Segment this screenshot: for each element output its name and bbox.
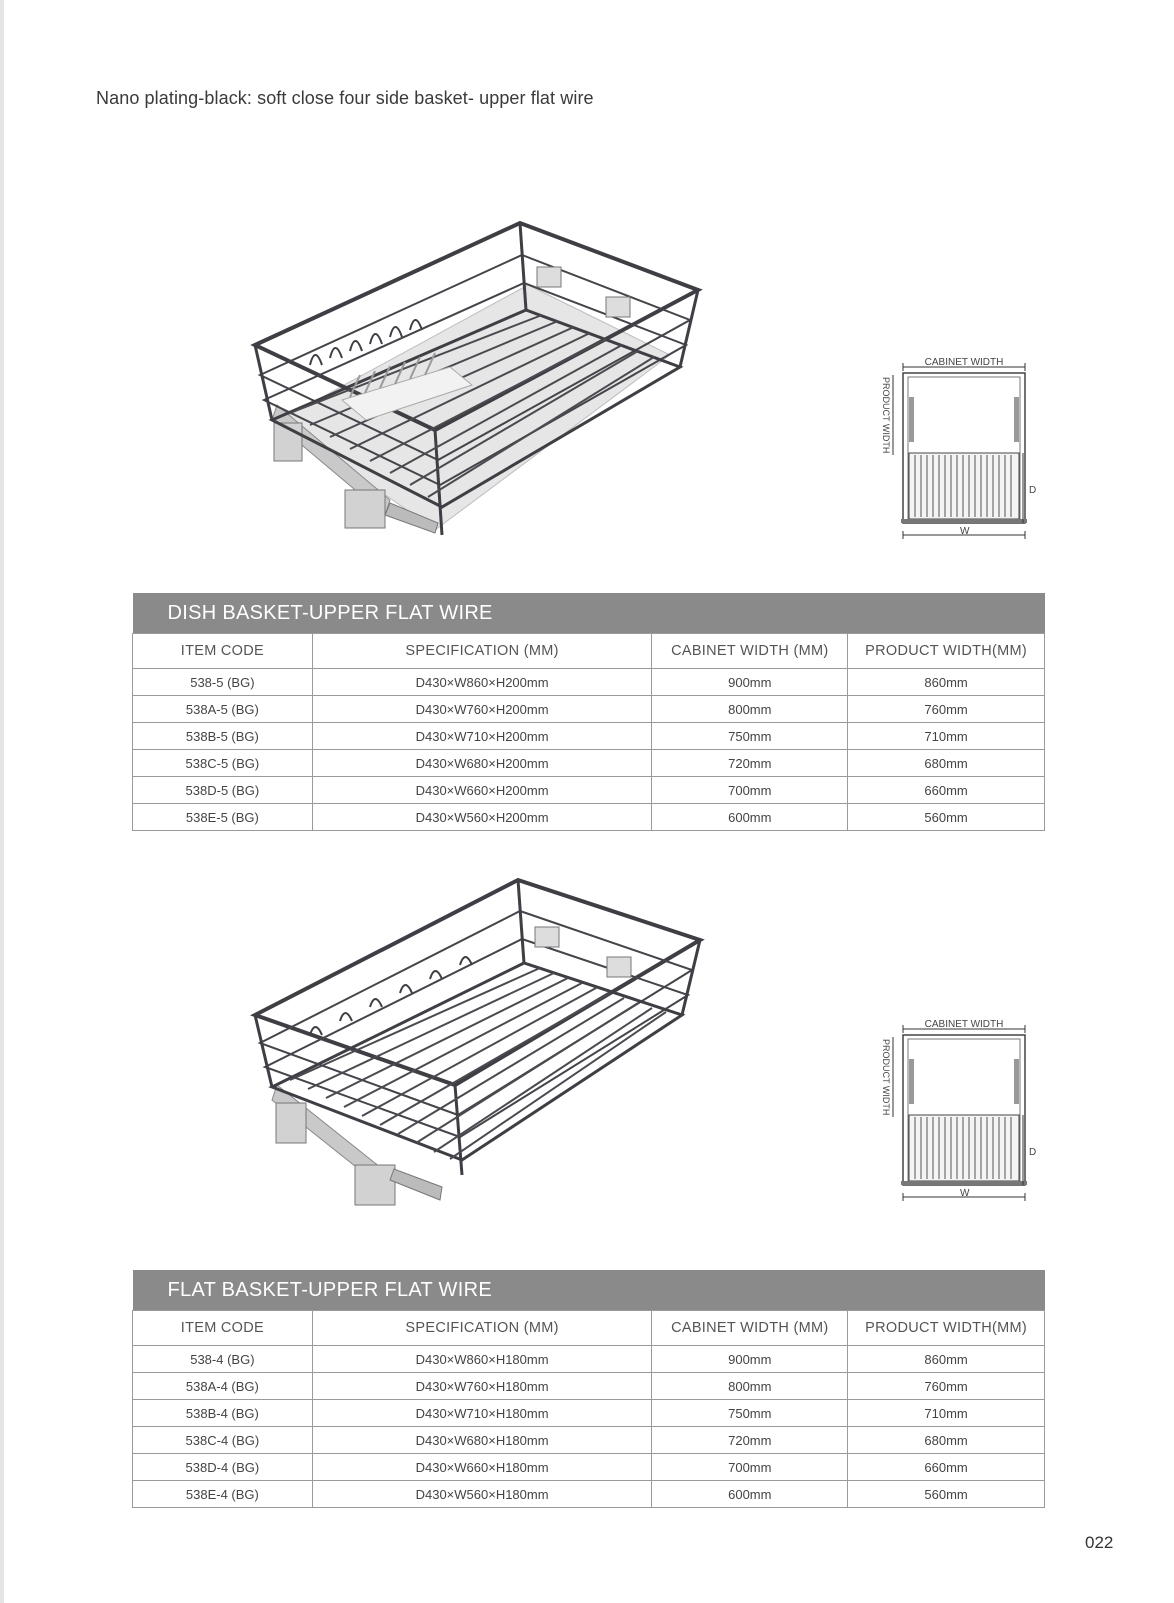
item-code: 538E-5 (BG) <box>133 804 313 831</box>
product-width: 560mm <box>848 804 1045 831</box>
cabinet-width: 600mm <box>652 804 848 831</box>
width-label: W <box>960 526 970 537</box>
table-row <box>133 1454 1045 1481</box>
table-row <box>133 804 1045 831</box>
depth-label: D <box>1029 1147 1037 1158</box>
item-code: 538C-5 (BG) <box>133 750 313 777</box>
dish-table-title: DISH BASKET-UPPER FLAT WIRE <box>133 593 1045 634</box>
cabinet-width: 800mm <box>652 1373 848 1400</box>
cabinet-width: 720mm <box>652 750 848 777</box>
item-code: 538-4 (BG) <box>133 1346 313 1373</box>
cabinet-width: 750mm <box>652 723 848 750</box>
table-row <box>133 696 1045 723</box>
specification: D430×W760×H180mm <box>312 1373 652 1400</box>
specification: D430×W560×H180mm <box>312 1481 652 1508</box>
cabinet-width: 600mm <box>652 1481 848 1508</box>
cabinet-width: 800mm <box>652 696 848 723</box>
specification: D430×W710×H200mm <box>312 723 652 750</box>
cabinet-width: 700mm <box>652 1454 848 1481</box>
item-code: 538B-5 (BG) <box>133 723 313 750</box>
dish-dimension-diagram <box>875 355 1055 550</box>
table-row <box>133 750 1045 777</box>
cabinet-width: 700mm <box>652 777 848 804</box>
item-code: 538B-4 (BG) <box>133 1400 313 1427</box>
product-width: 860mm <box>848 669 1045 696</box>
col-item-code: ITEM CODE <box>133 1311 313 1346</box>
table-row <box>133 1400 1045 1427</box>
item-code: 538D-5 (BG) <box>133 777 313 804</box>
specification: D430×W660×H180mm <box>312 1454 652 1481</box>
item-code: 538A-4 (BG) <box>133 1373 313 1400</box>
dish-spec-table <box>132 593 1045 831</box>
flat-basket-photo <box>250 875 710 1215</box>
product-width: 760mm <box>848 1373 1045 1400</box>
table-row <box>133 669 1045 696</box>
cabinet-width: 900mm <box>652 669 848 696</box>
specification: D430×W660×H200mm <box>312 777 652 804</box>
specification: D430×W710×H180mm <box>312 1400 652 1427</box>
table-row <box>133 1346 1045 1373</box>
col-product-width: PRODUCT WIDTH(MM) <box>848 1311 1045 1346</box>
cabinet-width-label: CABINET WIDTH <box>924 357 1004 368</box>
cabinet-width: 720mm <box>652 1427 848 1454</box>
item-code: 538A-5 (BG) <box>133 696 313 723</box>
specification: D430×W680×H180mm <box>312 1427 652 1454</box>
product-width-label: PRODUCT WIDTH <box>881 1039 891 1116</box>
col-cabinet-width: CABINET WIDTH (MM) <box>652 1311 848 1346</box>
product-width: 710mm <box>848 723 1045 750</box>
table-row <box>133 777 1045 804</box>
page-heading: Nano plating-black: soft close four side basket- upper flat wire <box>96 88 594 108</box>
col-specification: SPECIFICATION (MM) <box>312 1311 652 1346</box>
item-code: 538D-4 (BG) <box>133 1454 313 1481</box>
cabinet-width: 900mm <box>652 1346 848 1373</box>
item-code: 538-5 (BG) <box>133 669 313 696</box>
dish-basket-photo <box>250 215 710 555</box>
item-code: 538C-4 (BG) <box>133 1427 313 1454</box>
specification: D430×W760×H200mm <box>312 696 652 723</box>
table-row <box>133 1373 1045 1400</box>
product-width: 560mm <box>848 1481 1045 1508</box>
table-row <box>133 723 1045 750</box>
col-cabinet-width: CABINET WIDTH (MM) <box>652 634 848 669</box>
specification: D430×W860×H180mm <box>312 1346 652 1373</box>
col-product-width: PRODUCT WIDTH(MM) <box>848 634 1045 669</box>
product-width: 660mm <box>848 777 1045 804</box>
table-row <box>133 1427 1045 1454</box>
flat-spec-table <box>132 1270 1045 1508</box>
page-number: 022 <box>1085 1533 1114 1552</box>
specification: D430×W560×H200mm <box>312 804 652 831</box>
depth-label: D <box>1029 485 1037 496</box>
cabinet-width-label: CABINET WIDTH <box>924 1019 1004 1030</box>
table-row <box>133 1481 1045 1508</box>
flat-table-title: FLAT BASKET-UPPER FLAT WIRE <box>133 1270 1045 1311</box>
specification: D430×W860×H200mm <box>312 669 652 696</box>
product-width: 760mm <box>848 696 1045 723</box>
width-label: W <box>960 1188 970 1199</box>
specification: D430×W680×H200mm <box>312 750 652 777</box>
product-width: 680mm <box>848 1427 1045 1454</box>
product-width-label: PRODUCT WIDTH <box>881 377 891 454</box>
product-width: 680mm <box>848 750 1045 777</box>
col-item-code: ITEM CODE <box>133 634 313 669</box>
flat-dimension-diagram <box>875 1017 1055 1212</box>
product-width: 710mm <box>848 1400 1045 1427</box>
cabinet-width: 750mm <box>652 1400 848 1427</box>
item-code: 538E-4 (BG) <box>133 1481 313 1508</box>
product-width: 660mm <box>848 1454 1045 1481</box>
col-specification: SPECIFICATION (MM) <box>312 634 652 669</box>
product-width: 860mm <box>848 1346 1045 1373</box>
page-edge <box>0 0 4 1603</box>
